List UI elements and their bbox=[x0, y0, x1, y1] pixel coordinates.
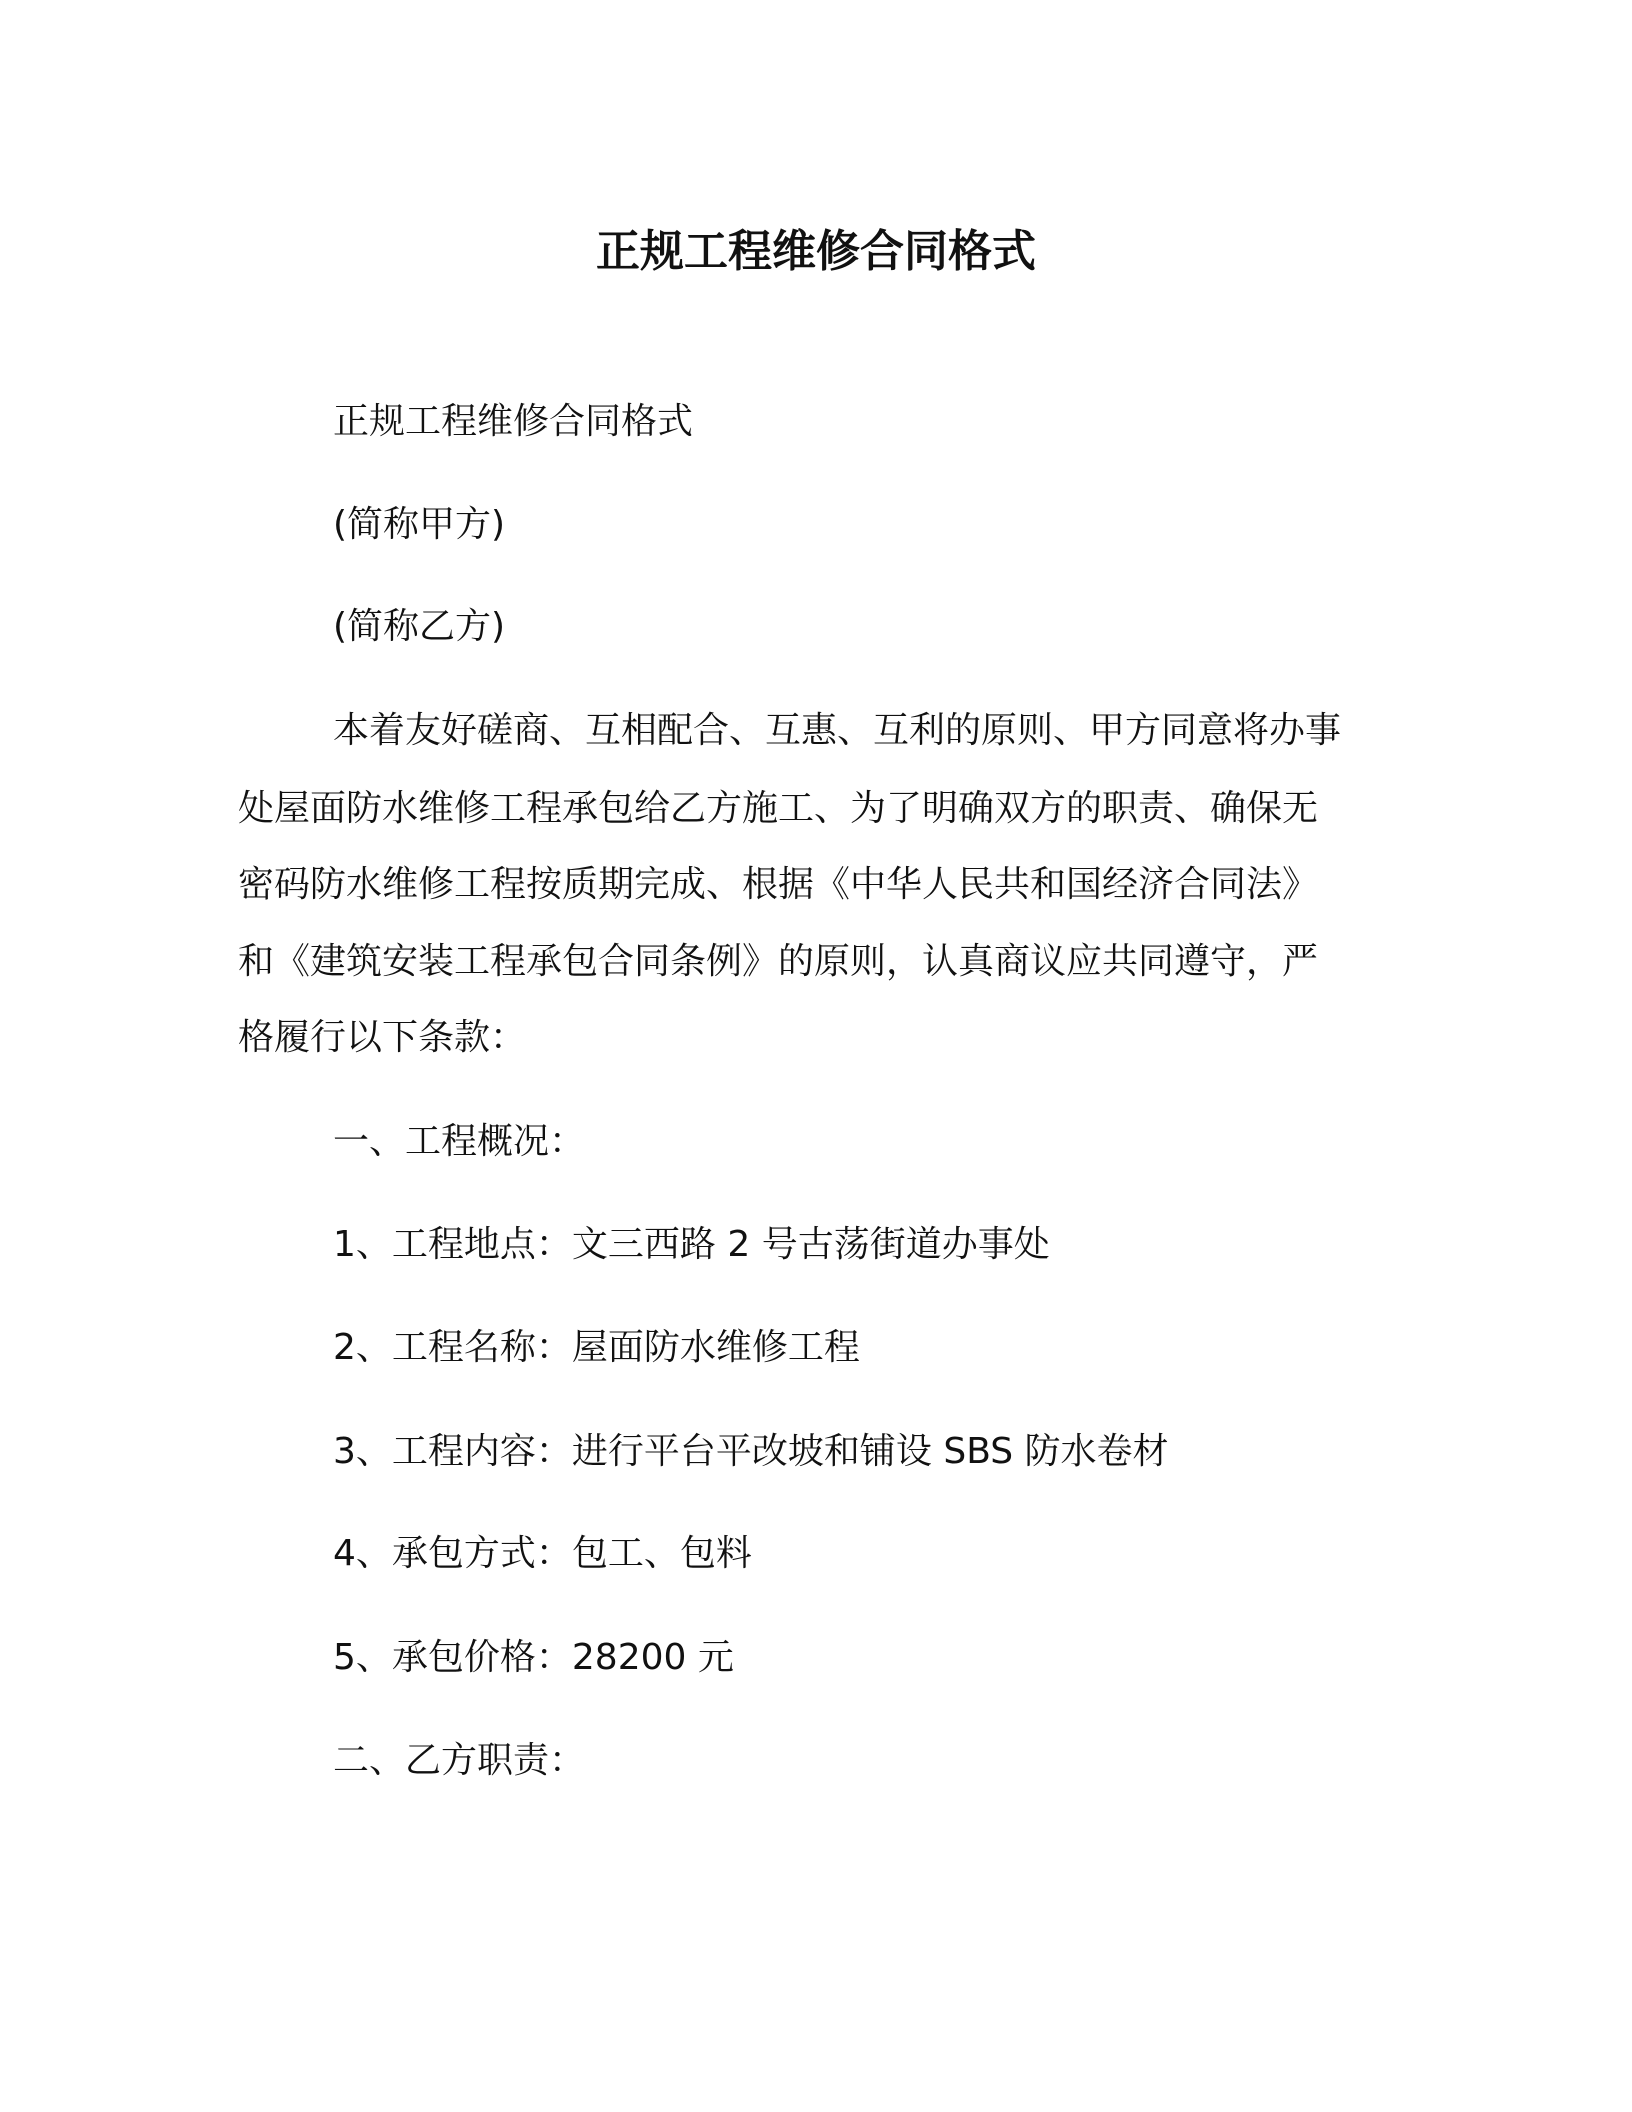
section-heading-party-b-duties: 二、乙方职责： bbox=[333, 1740, 586, 1781]
list-item-location: 1、工程地点：文三西路 2 号古荡街道办事处 bbox=[333, 1224, 1050, 1265]
intro-paragraph-line: 格履行以下条款： bbox=[238, 1017, 527, 1058]
list-item-content: 3、工程内容：进行平台平改坡和铺设 SBS 防水卷材 bbox=[333, 1431, 1169, 1472]
intro-paragraph-line: 处屋面防水维修工程承包给乙方施工、为了明确双方的职责、确保无 bbox=[238, 788, 1319, 829]
party-a-label: (简称甲方) bbox=[333, 504, 506, 545]
list-item-name: 2、工程名称：屋面防水维修工程 bbox=[333, 1327, 860, 1368]
document-subtitle: 正规工程维修合同格式 bbox=[333, 401, 694, 442]
party-b-label: (简称乙方) bbox=[333, 606, 506, 647]
intro-paragraph-line: 和《建筑安装工程承包合同条例》的原则，认真商议应共同遵守，严 bbox=[238, 941, 1319, 982]
intro-paragraph-line: 本着友好磋商、互相配合、互惠、互利的原则、甲方同意将办事 bbox=[333, 710, 1342, 751]
intro-paragraph-line: 密码防水维修工程按质期完成、根据《中华人民共和国经济合同法》 bbox=[238, 864, 1319, 905]
section-heading-overview: 一、工程概况： bbox=[333, 1121, 586, 1162]
list-item-method: 4、承包方式：包工、包料 bbox=[333, 1533, 752, 1574]
list-item-price: 5、承包价格：28200 元 bbox=[333, 1637, 734, 1678]
document-title: 正规工程维修合同格式 bbox=[596, 226, 1036, 277]
